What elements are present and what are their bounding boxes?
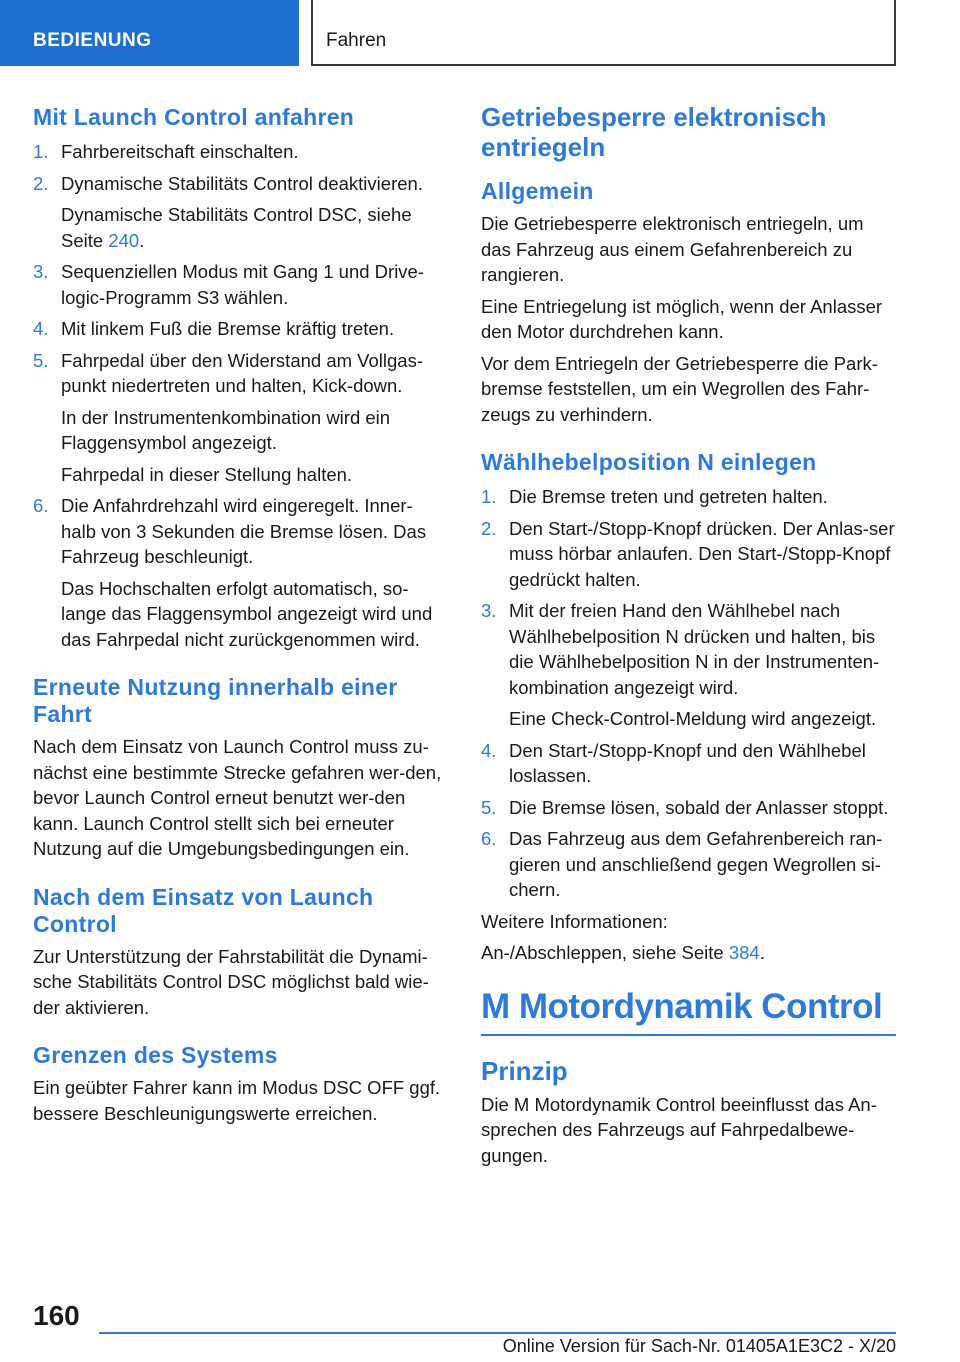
towing-text: An-/Abschleppen, siehe Seite <box>481 942 724 963</box>
step-note: Das Hochschalten erfolgt automatisch, so-lange das Flaggensymbol angezeigt wird und das Fahrpedal nicht zurückgenommen wird. <box>61 577 433 650</box>
step-note: Fahrpedal in dieser Stellung halten. <box>61 463 353 485</box>
step-text: Den Start-/Stopp-Knopf drücken. Der Anlas-ser muss hörbar anlaufen. Den Start-/Stopp-Knopf gedrückt halten. <box>509 517 895 590</box>
left-column <box>33 100 445 1126</box>
reuse-paragraph: Nach dem Einsatz von Launch Control muss zu-nächst eine bestimmte Strecke gefahren wer-den, bevor Launch Control erneut benutzt wer-den kann. Launch Control stellt sich bei erneuter Nutzung auf die Umgebungsbedingungen ein. <box>33 736 442 859</box>
list-item <box>481 826 896 903</box>
step-text: Fahrbereitschaft einschalten. <box>61 141 299 162</box>
launch-control-heading: Mit Launch Control anfahren <box>33 104 355 130</box>
list-item <box>33 259 445 310</box>
mdc-heading: M Motordynamik Control <box>481 986 896 1036</box>
page-reference-link[interactable]: 240 <box>108 229 140 251</box>
step-number: 2. <box>33 172 49 194</box>
list-item <box>33 139 445 165</box>
step-number: 5. <box>33 349 49 371</box>
step-text: Das Fahrzeug aus dem Gefahrenbereich ran-gieren und anschließend gegen Wegrollen si-chern. <box>509 828 883 900</box>
footer-divider <box>99 1332 896 1334</box>
general-paragraph-3: Vor dem Entriegeln der Getriebesperre die Park-bremse feststellen, um ein Wegrollen des Fahr-zeugs zu verhindern. <box>481 352 878 425</box>
step-text: Die Anfahrdrehzahl wird eingeregelt. Inner-halb von 3 Sekunden die Bremse lösen. Das Fahrzeug beschleunigt. <box>61 495 427 567</box>
section-tab: BEDIENUNG <box>0 0 299 66</box>
step-text: Fahrpedal über den Widerstand am Vollgas-punkt niedertreten und halten, Kick-down. <box>61 349 423 396</box>
list-item <box>481 516 896 593</box>
neutral-steps-list <box>481 484 896 903</box>
list-item <box>481 795 896 821</box>
launch-steps-list <box>33 139 445 652</box>
principle-heading: Prinzip <box>481 1055 568 1086</box>
step-number: 4. <box>481 739 497 761</box>
step-note-text: Dynamische Stabilitäts Control DSC, siehe Seite <box>61 204 412 251</box>
step-text: Sequenziellen Modus mit Gang 1 und Drive-logic-Programm S3 wählen. <box>61 261 424 308</box>
list-item <box>481 484 896 510</box>
right-column <box>481 100 896 1168</box>
page-number: 160 <box>33 1300 80 1331</box>
more-info-label: Weitere Informationen: <box>481 910 668 932</box>
page-reference-link[interactable]: 384 <box>728 942 760 963</box>
step-number: 4. <box>33 318 49 339</box>
general-paragraph-1: Die Getriebesperre elektronisch entriegeln, um das Fahrzeug aus einem Gefahrenbereich zu rangieren. <box>481 213 864 285</box>
step-text: Den Start-/Stopp-Knopf und den Wählhebel loslassen. <box>509 739 866 786</box>
step-note-punct: . <box>139 229 145 251</box>
footer-online-version: Online Version für Sach-Nr. 01405A1E3C2 - X/20 <box>502 1336 896 1356</box>
towing-punct: . <box>759 942 765 963</box>
chapter-tab: Fahren <box>311 0 896 66</box>
step-text: Die Bremse lösen, sobald der Anlasser stoppt. <box>509 796 889 818</box>
step-number: 2. <box>481 517 497 539</box>
step-text: Dynamische Stabilitäts Control deaktivieren. <box>61 172 423 194</box>
step-text: Mit der freien Hand den Wählhebel nach Wählhebelposition N drücken und halten, bis die Wählhebelposition N in der Instrumenten-kombination angezeigt wird. <box>509 600 880 698</box>
after-launch-heading: Nach dem Einsatz von Launch Control <box>33 883 374 937</box>
step-note <box>33 202 445 253</box>
step-text: Mit linkem Fuß die Bremse kräftig treten. <box>61 318 395 339</box>
list-item <box>33 316 445 342</box>
unlock-heading: Getriebesperre elektronisch entriegeln <box>481 102 827 162</box>
list-item <box>481 598 896 700</box>
reuse-heading: Erneute Nutzung innerhalb einer Fahrt <box>33 674 398 727</box>
principle-paragraph: Die M Motordynamik Control beeinflusst das An-sprechen des Fahrzeugs auf Fahrpedalbewe-gungen. <box>481 1093 877 1166</box>
list-item <box>33 348 445 399</box>
list-item <box>33 493 445 570</box>
general-paragraph-2: Eine Entriegelung ist möglich, wenn der Anlasser den Motor durchdrehen kann. <box>481 295 883 342</box>
step-number: 5. <box>481 796 497 818</box>
limits-heading: Grenzen des Systems <box>33 1042 278 1068</box>
towing-reference <box>481 940 896 966</box>
step-number: 6. <box>481 828 497 849</box>
step-note: In der Instrumentenkombination wird ein Flaggensymbol angezeigt. <box>61 406 391 453</box>
step-number: 3. <box>33 261 49 282</box>
list-item <box>481 738 896 789</box>
step-number: 6. <box>33 495 49 516</box>
list-item <box>33 171 445 197</box>
step-number: 1. <box>481 486 497 507</box>
neutral-heading: Wählhebelposition N einlegen <box>481 449 817 475</box>
limits-paragraph: Ein geübter Fahrer kann im Modus DSC OFF ggf. bessere Beschleunigungswerte erreichen. <box>33 1077 441 1124</box>
after-launch-paragraph: Zur Unterstützung der Fahrstabilität die Dynami-sche Stabilitäts Control DSC möglichst bald wie-der aktivieren. <box>33 945 429 1018</box>
step-text: Die Bremse treten und getreten halten. <box>509 486 828 507</box>
step-number: 1. <box>33 141 49 162</box>
step-number: 3. <box>481 600 497 621</box>
step-note: Eine Check-Control-Meldung wird angezeigt. <box>509 708 877 729</box>
general-heading: Allgemein <box>481 178 594 204</box>
